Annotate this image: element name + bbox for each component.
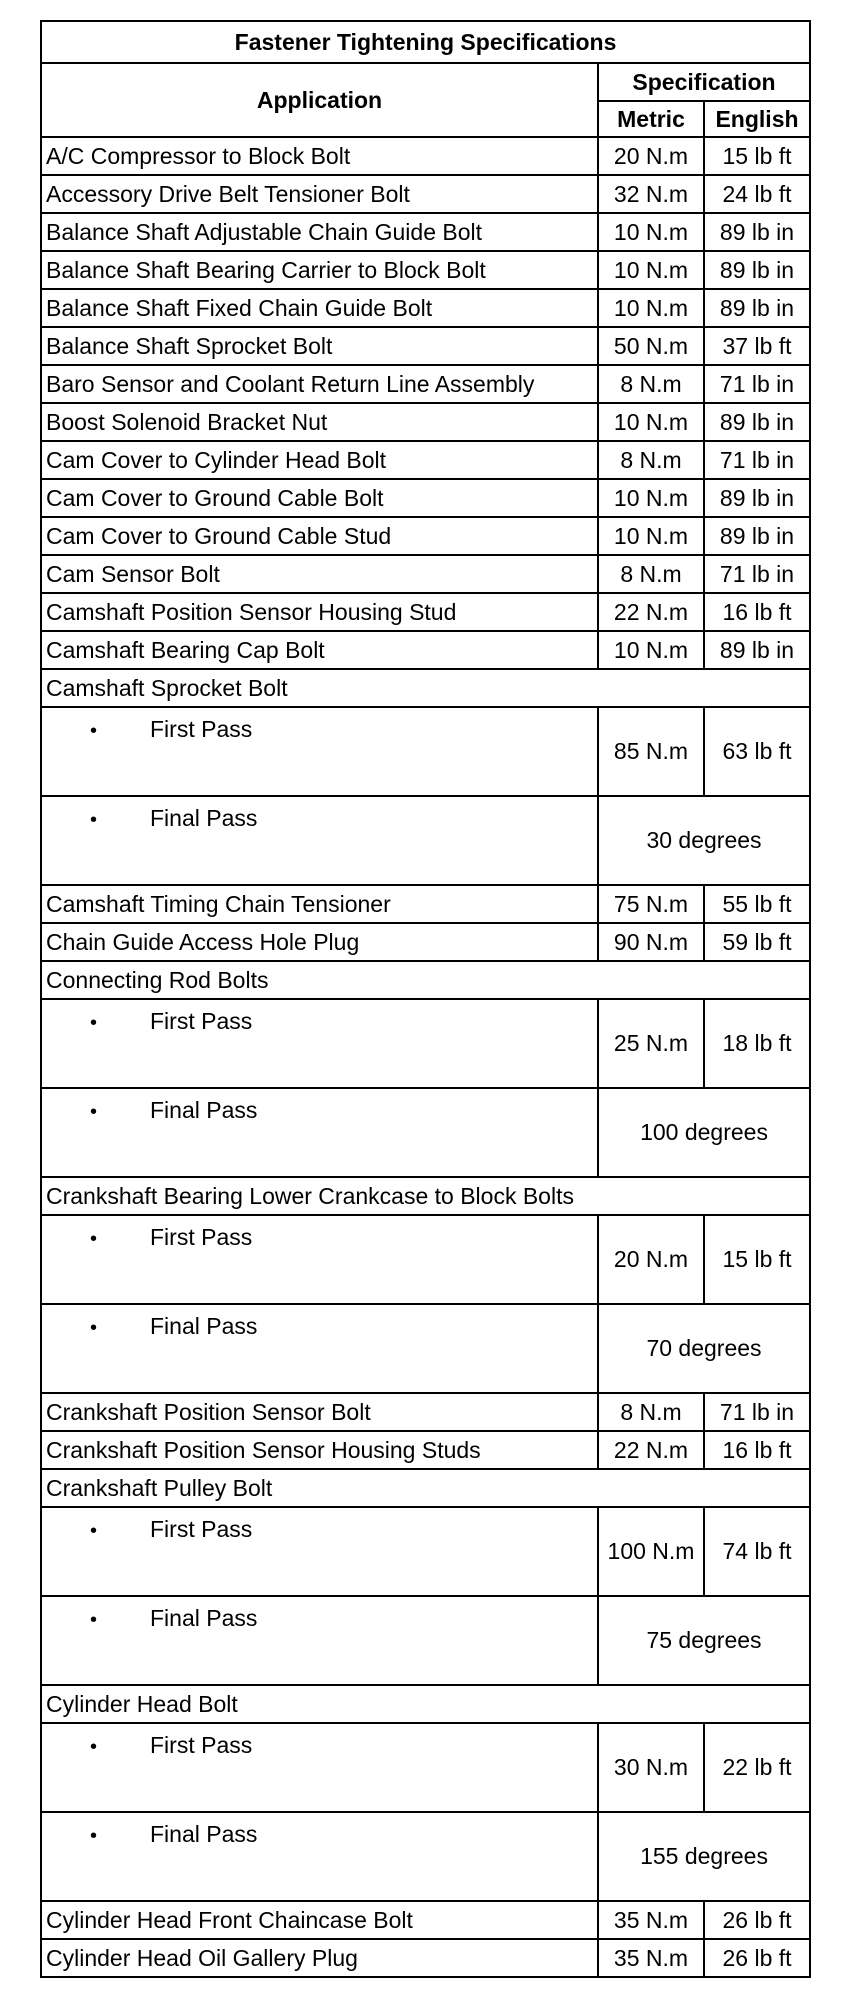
bullet-icon: •: [90, 720, 98, 742]
english-cell: 55 lb ft: [704, 885, 810, 923]
metric-cell: 20 N.m: [598, 137, 704, 175]
application-cell: A/C Compressor to Block Bolt: [41, 137, 598, 175]
title-row: [41, 21, 810, 63]
pass-label: Final Pass: [150, 1313, 258, 1339]
pass-application-cell: [41, 1596, 598, 1685]
application-cell: Cam Cover to Ground Cable Stud: [41, 517, 598, 555]
metric-cell: 10 N.m: [598, 403, 704, 441]
pass-application-cell: [41, 1215, 598, 1304]
bullet-icon: •: [90, 1228, 98, 1250]
english-cell: 15 lb ft: [704, 137, 810, 175]
application-cell: Accessory Drive Belt Tensioner Bolt: [41, 175, 598, 213]
table-row: [41, 175, 810, 213]
metric-cell: 30 N.m: [598, 1723, 704, 1812]
final-pass-row: [41, 1596, 810, 1685]
english-cell: 89 lb in: [704, 213, 810, 251]
metric-cell: 10 N.m: [598, 289, 704, 327]
table-row: [41, 213, 810, 251]
bullet-icon: •: [90, 1609, 98, 1631]
table-row: [41, 441, 810, 479]
english-header: English: [704, 101, 810, 137]
metric-cell: 8 N.m: [598, 1393, 704, 1431]
application-cell: Cam Cover to Cylinder Head Bolt: [41, 441, 598, 479]
table-row: [41, 137, 810, 175]
application-cell: Camshaft Bearing Cap Bolt: [41, 631, 598, 669]
table-row: [41, 251, 810, 289]
application-cell: Balance Shaft Bearing Carrier to Block Bolt: [41, 251, 598, 289]
metric-cell: 10 N.m: [598, 631, 704, 669]
english-cell: 16 lb ft: [704, 1431, 810, 1469]
final-pass-row: [41, 1812, 810, 1901]
application-cell: Cylinder Head Oil Gallery Plug: [41, 1939, 598, 1977]
section-row: [41, 1177, 810, 1215]
metric-cell: 8 N.m: [598, 555, 704, 593]
application-cell: Balance Shaft Adjustable Chain Guide Bolt: [41, 213, 598, 251]
metric-cell: 10 N.m: [598, 251, 704, 289]
pass-application-cell: [41, 1723, 598, 1812]
pass-label: First Pass: [150, 716, 253, 742]
section-row: [41, 961, 810, 999]
english-cell: 89 lb in: [704, 251, 810, 289]
english-cell: 22 lb ft: [704, 1723, 810, 1812]
english-cell: 59 lb ft: [704, 923, 810, 961]
application-cell: Balance Shaft Fixed Chain Guide Bolt: [41, 289, 598, 327]
pass-application-cell: [41, 707, 598, 796]
metric-cell: 25 N.m: [598, 999, 704, 1088]
english-cell: 26 lb ft: [704, 1939, 810, 1977]
metric-cell: 8 N.m: [598, 365, 704, 403]
table-row: [41, 555, 810, 593]
angle-spec-cell: 70 degrees: [598, 1304, 810, 1393]
final-pass-row: [41, 1088, 810, 1177]
section-heading: Crankshaft Bearing Lower Crankcase to Block Bolts: [41, 1177, 810, 1215]
english-cell: 89 lb in: [704, 479, 810, 517]
angle-spec-cell: 75 degrees: [598, 1596, 810, 1685]
english-cell: 71 lb in: [704, 1393, 810, 1431]
metric-cell: 10 N.m: [598, 213, 704, 251]
pass-label: First Pass: [150, 1008, 253, 1034]
metric-cell: 35 N.m: [598, 1939, 704, 1977]
section-row: [41, 1685, 810, 1723]
pass-label: Final Pass: [150, 1097, 258, 1123]
first-pass-row: [41, 707, 810, 796]
first-pass-row: [41, 1723, 810, 1812]
table-row: [41, 1393, 810, 1431]
metric-cell: 100 N.m: [598, 1507, 704, 1596]
pass-application-cell: [41, 1304, 598, 1393]
table-row: [41, 1939, 810, 1977]
english-cell: 37 lb ft: [704, 327, 810, 365]
english-cell: 89 lb in: [704, 403, 810, 441]
metric-cell: 85 N.m: [598, 707, 704, 796]
angle-spec-cell: 155 degrees: [598, 1812, 810, 1901]
english-cell: 71 lb in: [704, 555, 810, 593]
application-header: Application: [41, 63, 598, 137]
metric-header: Metric: [598, 101, 704, 137]
english-cell: 71 lb in: [704, 441, 810, 479]
english-cell: 89 lb in: [704, 631, 810, 669]
final-pass-row: [41, 1304, 810, 1393]
table-row: [41, 289, 810, 327]
metric-cell: 50 N.m: [598, 327, 704, 365]
pass-label: First Pass: [150, 1732, 253, 1758]
application-cell: Cam Sensor Bolt: [41, 555, 598, 593]
bullet-icon: •: [90, 1101, 98, 1123]
section-heading: Connecting Rod Bolts: [41, 961, 810, 999]
metric-cell: 8 N.m: [598, 441, 704, 479]
bullet-icon: •: [90, 1825, 98, 1847]
pass-application-cell: [41, 796, 598, 885]
application-cell: Chain Guide Access Hole Plug: [41, 923, 598, 961]
table-row: [41, 403, 810, 441]
bullet-icon: •: [90, 1317, 98, 1339]
table-row: [41, 517, 810, 555]
metric-cell: 22 N.m: [598, 1431, 704, 1469]
application-cell: Cam Cover to Ground Cable Bolt: [41, 479, 598, 517]
section-heading: Camshaft Sprocket Bolt: [41, 669, 810, 707]
metric-cell: 32 N.m: [598, 175, 704, 213]
table-row: [41, 631, 810, 669]
pass-label: Final Pass: [150, 805, 258, 831]
table-row: [41, 1431, 810, 1469]
metric-cell: 10 N.m: [598, 517, 704, 555]
bullet-icon: •: [90, 1520, 98, 1542]
metric-cell: 22 N.m: [598, 593, 704, 631]
table-row: [41, 1901, 810, 1939]
english-cell: 74 lb ft: [704, 1507, 810, 1596]
section-row: [41, 1469, 810, 1507]
pass-application-cell: [41, 1088, 598, 1177]
english-cell: 63 lb ft: [704, 707, 810, 796]
metric-cell: 75 N.m: [598, 885, 704, 923]
fastener-spec-table: [40, 20, 811, 1978]
pass-label: Final Pass: [150, 1605, 258, 1631]
english-cell: 89 lb in: [704, 517, 810, 555]
english-cell: 89 lb in: [704, 289, 810, 327]
bullet-icon: •: [90, 809, 98, 831]
pass-label: Final Pass: [150, 1821, 258, 1847]
bullet-icon: •: [90, 1736, 98, 1758]
pass-application-cell: [41, 1507, 598, 1596]
metric-cell: 10 N.m: [598, 479, 704, 517]
metric-cell: 90 N.m: [598, 923, 704, 961]
section-row: [41, 669, 810, 707]
table-row: [41, 365, 810, 403]
english-cell: 71 lb in: [704, 365, 810, 403]
english-cell: 26 lb ft: [704, 1901, 810, 1939]
application-cell: Crankshaft Position Sensor Bolt: [41, 1393, 598, 1431]
metric-cell: 35 N.m: [598, 1901, 704, 1939]
english-cell: 18 lb ft: [704, 999, 810, 1088]
english-cell: 15 lb ft: [704, 1215, 810, 1304]
application-cell: Camshaft Timing Chain Tensioner: [41, 885, 598, 923]
application-cell: Crankshaft Position Sensor Housing Studs: [41, 1431, 598, 1469]
first-pass-row: [41, 999, 810, 1088]
metric-cell: 20 N.m: [598, 1215, 704, 1304]
header-row: [41, 63, 810, 101]
pass-application-cell: [41, 1812, 598, 1901]
table-row: [41, 885, 810, 923]
first-pass-row: [41, 1507, 810, 1596]
first-pass-row: [41, 1215, 810, 1304]
angle-spec-cell: 100 degrees: [598, 1088, 810, 1177]
pass-application-cell: [41, 999, 598, 1088]
application-cell: Camshaft Position Sensor Housing Stud: [41, 593, 598, 631]
section-heading: Crankshaft Pulley Bolt: [41, 1469, 810, 1507]
pass-label: First Pass: [150, 1224, 253, 1250]
bullet-icon: •: [90, 1012, 98, 1034]
table-row: [41, 923, 810, 961]
pass-label: First Pass: [150, 1516, 253, 1542]
specification-header: Specification: [598, 63, 810, 101]
application-cell: Cylinder Head Front Chaincase Bolt: [41, 1901, 598, 1939]
table-row: [41, 479, 810, 517]
angle-spec-cell: 30 degrees: [598, 796, 810, 885]
table-row: [41, 593, 810, 631]
application-cell: Baro Sensor and Coolant Return Line Assembly: [41, 365, 598, 403]
table-row: [41, 327, 810, 365]
application-cell: Boost Solenoid Bracket Nut: [41, 403, 598, 441]
section-heading: Cylinder Head Bolt: [41, 1685, 810, 1723]
english-cell: 16 lb ft: [704, 593, 810, 631]
english-cell: 24 lb ft: [704, 175, 810, 213]
final-pass-row: [41, 796, 810, 885]
application-cell: Balance Shaft Sprocket Bolt: [41, 327, 598, 365]
table-title: Fastener Tightening Specifications: [41, 21, 810, 63]
